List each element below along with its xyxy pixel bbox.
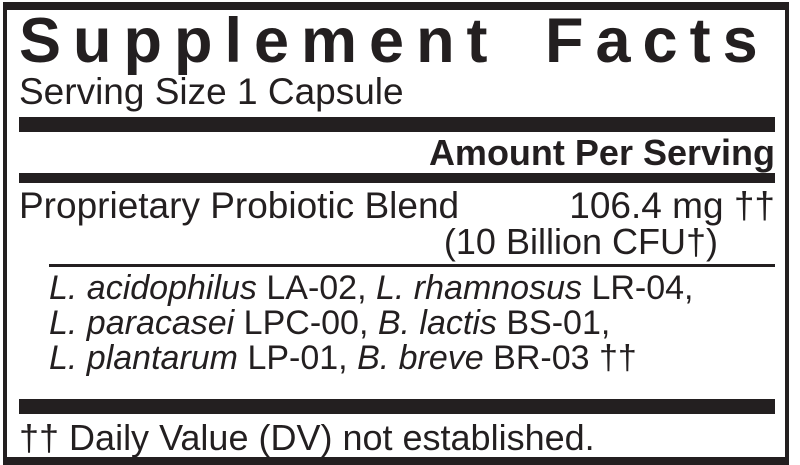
serving-size-text: Serving Size 1 Capsule [19, 71, 404, 112]
species-name: B. lactis [377, 304, 497, 342]
blend-name: Proprietary Probiotic Blend [19, 185, 460, 226]
species-line [49, 341, 775, 376]
species-name: L. paracasei [49, 304, 235, 342]
species-name: L. plantarum [49, 339, 238, 377]
blend-cfu-count: (10 Billion CFU†) [443, 221, 718, 262]
species-line [49, 306, 775, 341]
strain-code: LPC-00, [234, 304, 378, 342]
blend-row [19, 187, 775, 224]
species-name: L. acidophilus [49, 269, 257, 307]
daily-value-footnote: †† Daily Value (DV) not established. [19, 417, 595, 458]
strain-code: LP-01, [238, 339, 358, 377]
species-line [49, 271, 775, 306]
divider-medium [19, 173, 775, 183]
amount-per-serving-header: Amount Per Serving [428, 132, 775, 173]
divider-thick-top [19, 117, 775, 132]
blend-amount: 106.4 mg †† [569, 185, 775, 226]
strain-code: LR-04, [582, 269, 694, 307]
supplement-facts-title: Supplement Facts [19, 6, 770, 76]
strain-code: BR-03 †† [483, 339, 637, 377]
strain-code: LA-02, [256, 269, 376, 307]
blend-separator-rule [49, 264, 775, 267]
supplement-facts-panel [3, 2, 789, 465]
species-list [49, 271, 775, 376]
species-name: B. breve [357, 339, 484, 377]
divider-thick-bottom [19, 399, 775, 414]
species-name: L. rhamnosus [376, 269, 582, 307]
strain-code: BS-01, [496, 304, 611, 342]
